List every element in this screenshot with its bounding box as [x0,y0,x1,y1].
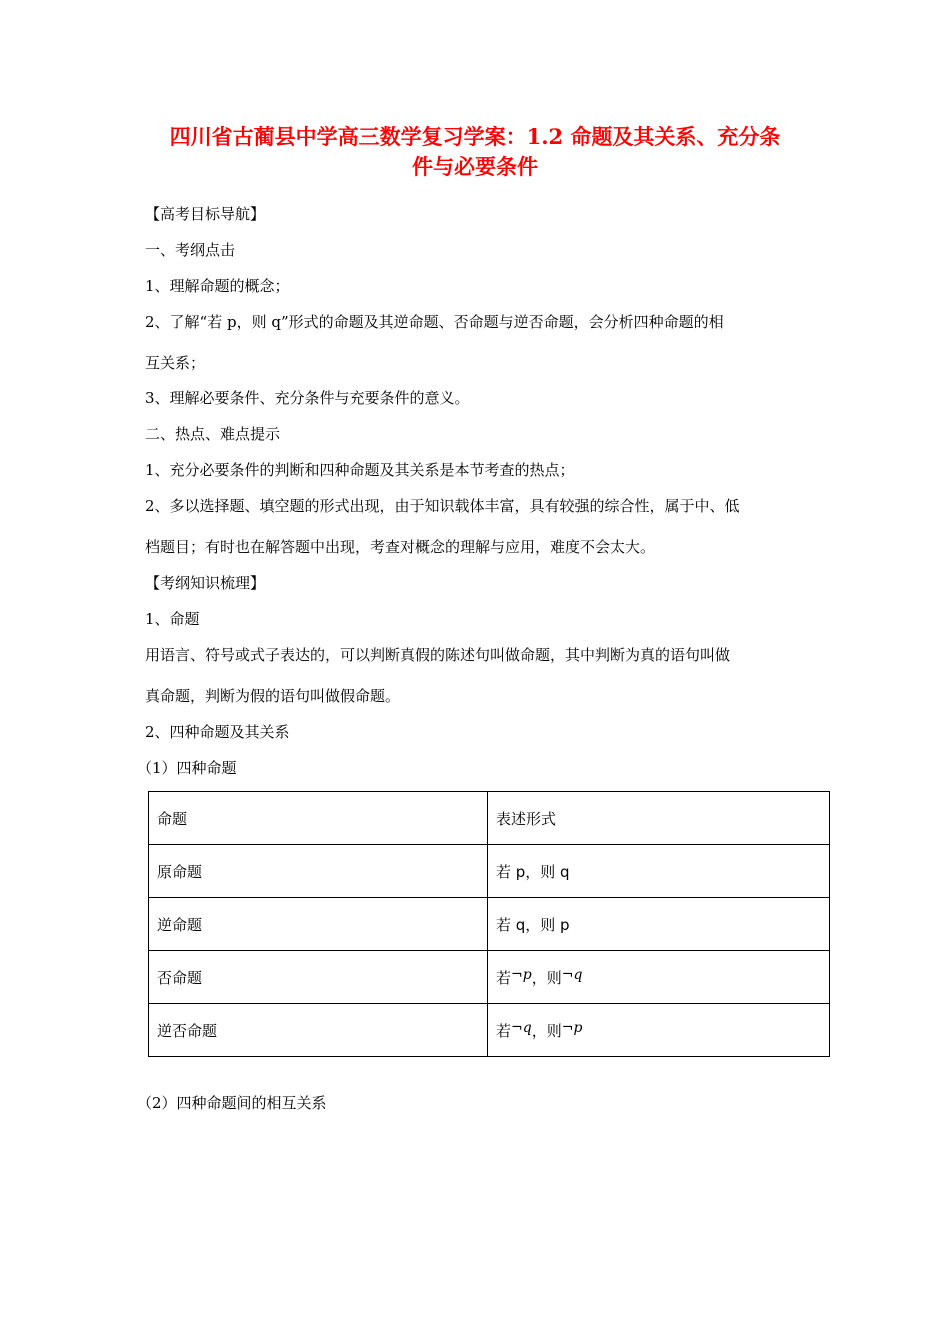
form-prefix: 若 [496,968,512,987]
form-prefix: 若 [496,1021,512,1040]
table-cell-name: 原命题 [149,845,488,898]
table-cell-name: 逆命题 [149,898,488,951]
title-line-2: 件与必要条件 [412,154,538,179]
table-row [149,1004,830,1057]
paragraph: 1、充分必要条件的判断和四种命题及其关系是本节考查的热点； [145,461,575,479]
subheading-hotspots: 二、热点、难点提示 [145,425,281,443]
form-middle: ，则 [531,1021,562,1040]
table-cell-form [488,951,830,1004]
title-line-1: 四川省古蔺县中学高三数学复习学案：1.2 命题及其关系、充分条 [169,124,781,149]
subheading-four-kinds: （1）四种命题 [137,759,237,777]
subheading-relations: （2）四种命题间的相互关系 [137,1094,327,1112]
table-header-row [149,792,830,845]
subheading-outline: 一、考纲点击 [145,241,236,259]
negation-expr: ¬p [511,966,532,983]
negation-expr: ¬q [561,966,583,983]
paragraph: 真命题，判断为假的语句叫做假命题。 [145,687,401,705]
document-title [120,122,830,182]
section-heading-goals: 【高考目标导航】 [145,205,266,223]
table-row [149,845,830,898]
paragraph: 2、多以选择题、填空题的形式出现，由于知识载体丰富，具有较强的综合性，属于中、低 [145,497,740,515]
paragraph: 档题目；有时也在解答题中出现，考查对概念的理解与应用，难度不会太大。 [145,538,656,556]
table-row [149,898,830,951]
table-header-cell: 命题 [149,792,488,845]
subheading-proposition: 1、命题 [145,610,200,628]
paragraph: 用语言、符号或式子表达的，可以判断真假的陈述句叫做命题，其中判断为真的语句叫做 [145,646,731,664]
propositions-table [148,791,830,1057]
table-cell-form: 若 p，则 q [488,845,830,898]
negation-expr: ¬q [511,1019,532,1036]
table-cell-name: 否命题 [149,951,488,1004]
form-middle: ，则 [531,968,562,987]
table-cell-form: 若 q，则 p [488,898,830,951]
paragraph: 1、理解命题的概念； [145,277,290,295]
table-cell-form [488,1004,830,1057]
subheading-four-propositions: 2、四种命题及其关系 [145,723,290,741]
table-header-cell: 表述形式 [488,792,830,845]
paragraph: 互关系； [145,354,206,372]
table-cell-name: 逆否命题 [149,1004,488,1057]
section-heading-knowledge: 【考纲知识梳理】 [145,574,266,592]
negation-expr: ¬p [561,1019,583,1036]
paragraph: 2、了解“若 p，则 q”形式的命题及其逆命题、否命题与逆否命题，会分析四种命题的相 [145,313,724,331]
paragraph: 3、理解必要条件、充分条件与充要条件的意义。 [145,389,470,407]
table-row [149,951,830,1004]
